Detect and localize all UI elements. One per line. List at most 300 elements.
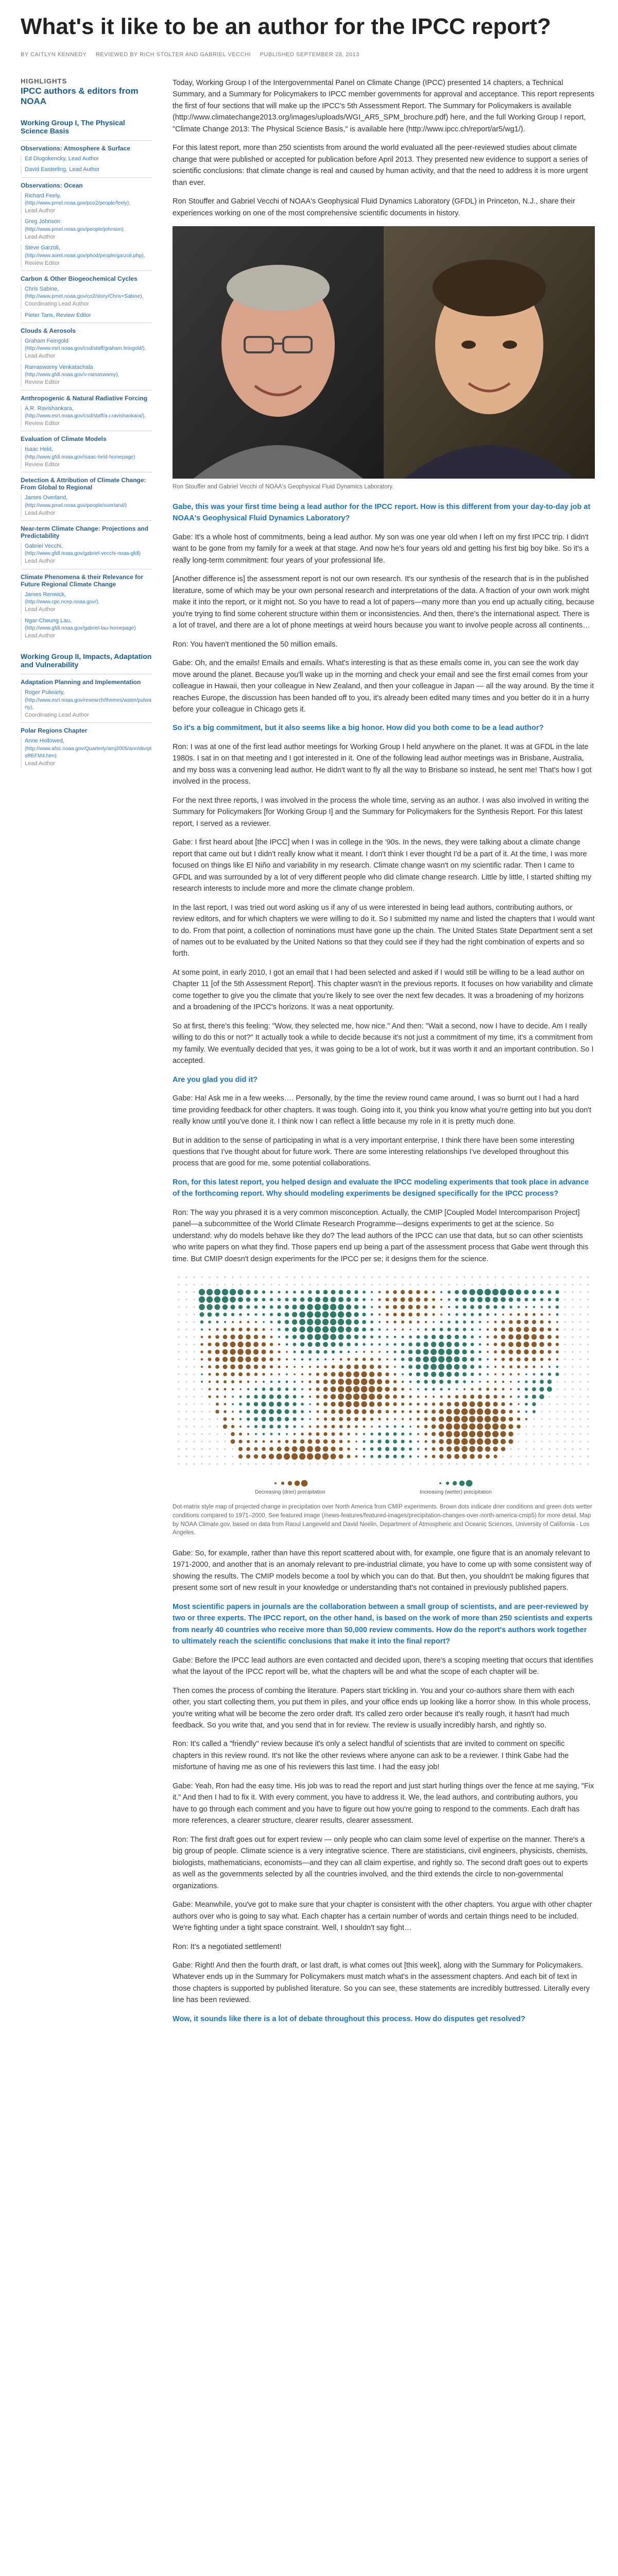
map-dry-dot [291,1453,298,1460]
map-dry-dot [461,1431,468,1437]
map-dry-dot [245,1349,251,1355]
map-dry-dot [309,1426,312,1428]
map-ocean-dot [579,1396,581,1398]
map-wet-dot [354,1327,358,1332]
map-ocean-dot [579,1307,581,1308]
map-wet-dot [431,1364,437,1370]
person-url-link[interactable]: (http://www.afsc.noaa.gov/Quarterly/amj2005/ann/divrptsREFM4.htm) [25,745,152,759]
map-dry-dot [216,1403,219,1406]
map-wet-dot [402,1426,404,1428]
map-wet-dot [330,1319,336,1325]
map-dry-dot [230,1342,236,1347]
map-ocean-dot [340,1277,341,1278]
map-wet-dot [237,1290,243,1295]
map-dry-dot [208,1358,212,1361]
map-wet-dot [322,1312,329,1318]
person-name-link[interactable]: Graham Feingold [25,338,68,345]
map-ocean-dot [564,1396,565,1398]
map-ocean-dot [572,1292,573,1293]
person-name-link[interactable]: Gabriel Vecchi, [25,543,63,549]
map-ocean-dot [301,1277,303,1278]
map-dry-dot [409,1410,412,1413]
person-name-link[interactable]: Roger Pulwarty, [25,689,65,696]
map-dry-dot [307,1453,313,1460]
map-dry-dot [294,1366,296,1368]
map-legend-dry: Decreasing (drier) precipitation [255,1489,325,1496]
map-dry-dot [355,1358,358,1361]
map-ocean-dot [479,1463,480,1465]
map-wet-dot [440,1328,443,1331]
map-dry-dot [540,1358,543,1361]
map-wet-dot [278,1328,281,1331]
map-dry-dot [556,1358,558,1360]
map-dry-dot [408,1305,413,1310]
map-dry-dot [393,1373,396,1376]
map-wet-dot [401,1350,405,1354]
map-dry-dot [246,1372,250,1376]
map-ocean-dot [510,1277,511,1278]
sidebar-person [21,166,152,174]
map-ocean-dot [587,1351,589,1353]
map-dry-dot [461,1438,468,1445]
sidebar-highlights [21,77,152,780]
map-ocean-dot [185,1463,187,1465]
map-dry-dot [509,1365,512,1368]
article-body [173,77,595,2032]
person-name-link[interactable]: Richard Feely, [25,192,61,199]
map-ocean-dot [456,1284,457,1285]
map-dry-dot [331,1372,335,1377]
map-ocean-dot [193,1366,195,1368]
map-ocean-dot [255,1284,256,1285]
map-dry-dot [540,1327,544,1332]
map-wet-dot [424,1328,427,1331]
map-ocean-dot [533,1441,535,1443]
map-dry-dot [541,1366,543,1368]
map-wet-dot [377,1447,382,1451]
person-name-link[interactable]: Ngar-Cheung Lau, [25,617,72,624]
person-name-link[interactable]: Isaac Held, [25,446,54,453]
map-ocean-dot [572,1418,573,1420]
person-name-link[interactable]: Chris Sabine, [25,285,59,292]
map-wet-dot [371,1291,373,1293]
map-ocean-dot [564,1426,565,1428]
map-dry-dot [379,1351,381,1353]
map-wet-dot [393,1447,397,1451]
map-dry-dot [386,1418,388,1420]
map-ocean-dot [201,1441,202,1443]
person-url-link[interactable]: (http://www.pmel.noaa.gov/co2/story/Chris+Sabine), [25,294,144,300]
map-wet-dot [448,1320,450,1323]
map-ocean-dot [193,1448,195,1450]
map-wet-dot [254,1395,258,1398]
map-wet-dot [346,1319,352,1325]
map-dry-dot [394,1366,396,1368]
person-url-link[interactable]: (http://www.pmel.noaa.gov/people/overland/) [25,502,127,509]
map-wet-dot [409,1440,412,1443]
map-wet-dot [269,1425,273,1429]
map-wet-dot [401,1455,404,1458]
map-wet-dot [362,1328,366,1332]
person-url-link[interactable]: (http://www.esrl.noaa.gov/research/themes/water/pulwarty), [25,697,151,710]
map-ocean-dot [348,1284,349,1285]
map-dry-dot [339,1417,343,1421]
map-ocean-dot [386,1284,388,1285]
map-dry-dot [454,1438,460,1445]
person-role: Lead Author [25,353,56,360]
map-dry-dot [346,1371,351,1377]
map-dry-dot [393,1395,397,1399]
interview-answer: Ron: You haven't mentioned the 50 million emails. [173,640,338,649]
map-dry-dot [432,1425,436,1429]
map-wet-dot [322,1334,329,1340]
map-dry-dot [516,1342,522,1347]
map-dry-dot [439,1424,444,1430]
map-dry-dot [316,1373,319,1376]
map-dry-dot [447,1454,451,1459]
map-wet-dot [293,1298,297,1302]
map-ocean-dot [556,1411,558,1413]
map-dry-dot [231,1328,235,1331]
map-dry-dot [377,1379,382,1384]
map-wet-dot [440,1321,443,1324]
map-wet-dot [323,1342,328,1347]
map-ocean-dot [340,1463,341,1465]
sidebar-section-title: Adaptation Planning and Implementation [21,674,152,686]
map-ocean-dot [579,1321,581,1323]
map-ocean-dot [579,1359,581,1360]
map-wet-dot [539,1387,544,1392]
map-wet-dot [332,1350,335,1353]
map-dry-dot [477,1401,483,1407]
map-wet-dot [438,1357,444,1363]
map-ocean-dot [533,1448,535,1450]
map-ocean-dot [224,1284,226,1285]
legend-swatch-dot [466,1480,473,1487]
map-dry-dot [254,1454,259,1459]
map-dry-dot [508,1432,513,1437]
map-ocean-dot [572,1374,573,1375]
map-wet-dot [285,1402,289,1406]
map-wet-dot [363,1440,365,1443]
person-name-link[interactable]: Ed Dlugokencky, Lead Author [25,155,99,162]
person-url-link[interactable]: (http://www.cpc.ncep.noaa.gov/), [25,599,100,605]
map-ocean-dot [448,1277,450,1278]
map-wet-dot [454,1372,459,1377]
map-dry-dot [494,1321,497,1324]
map-ocean-dot [332,1277,334,1278]
map-dry-dot [377,1410,382,1414]
map-ocean-dot [209,1441,210,1443]
map-wet-dot [416,1357,421,1362]
map-ocean-dot [209,1426,210,1428]
map-dry-dot [477,1416,483,1422]
map-wet-dot [516,1290,521,1295]
map-dry-dot [532,1358,536,1361]
legend-swatch-dot [439,1482,441,1484]
person-url-link[interactable]: (http://www.esrl.noaa.gov/csd/staff/a.r.ravishankara/), [25,413,146,419]
map-ocean-dot [185,1344,187,1345]
map-dry-dot [316,1411,319,1413]
person-name-link[interactable]: A.R. Ravishankara, [25,405,74,412]
map-wet-dot [301,1350,304,1353]
map-dry-dot [332,1425,335,1429]
map-ocean-dot [209,1433,210,1435]
map-wet-dot [331,1290,336,1295]
interview-question: Ron, for this latest report, you helped design and evaluate the IPCC modeling experiments that took place in advance of the forthcoming report. Why should modeling experiments be designed specifically for the IPCC process? [173,1178,589,1198]
person-name-link[interactable]: Ramaswamy Venkatachala [25,364,93,370]
map-dry-dot [401,1297,405,1302]
person-role: Lead Author [25,558,56,565]
map-dry-dot [278,1350,280,1353]
map-dry-dot [493,1395,497,1399]
map-wet-dot [346,1334,351,1340]
map-wet-dot [339,1290,344,1295]
map-wet-dot [322,1319,329,1325]
person-name-link[interactable]: Pieter Tans, Review Editor [25,312,91,318]
map-dry-dot [416,1297,421,1302]
map-ocean-dot [278,1463,280,1465]
map-wet-dot [525,1306,527,1308]
map-ocean-dot [587,1374,589,1375]
map-dry-dot [294,1433,296,1435]
map-dry-dot [501,1447,506,1451]
map-ocean-dot [193,1277,195,1278]
map-wet-dot [540,1290,544,1294]
map-dry-dot [402,1381,404,1383]
map-wet-dot [277,1417,282,1421]
interview-answer: At some point, in early 2010, I got an email that I had been selected and asked if I would still be willing to be a lead author on Chapter 11 [of the 5th Assessment Report]. This chapter wasn't in the previous reports. It focuses on how variability and climate come together to give you the climate that you're likely to see over the next few decades. It was a broadening of my horizons and a broadening of the IPCC's horizons. It was a neat opportunity. [173,968,593,1012]
person-name-link[interactable]: Greg Johnson [25,218,61,225]
byline [21,52,597,58]
person-url-link[interactable]: (http://www.pmel.noaa.gov/pco2/people/feely), [25,200,131,206]
map-ocean-dot [564,1329,565,1330]
map-wet-dot [200,1320,203,1324]
map-dry-dot [439,1439,444,1444]
map-wet-dot [423,1349,428,1355]
map-dry-dot [370,1410,374,1414]
map-wet-dot [454,1364,460,1370]
map-wet-dot [462,1349,467,1354]
map-wet-dot [540,1373,543,1376]
map-dry-dot [338,1401,344,1407]
person-url-link[interactable]: (http://www.gfdl.noaa.gov/isaac-held-homepage) [25,454,135,460]
map-ocean-dot [579,1329,581,1330]
map-wet-dot [533,1298,536,1301]
map-dry-dot [487,1351,489,1353]
map-ocean-dot [232,1463,233,1465]
map-ocean-dot [263,1284,264,1285]
map-ocean-dot [178,1284,179,1285]
map-ocean-dot [185,1321,187,1323]
map-ocean-dot [564,1359,565,1360]
person-role: Lead Author [25,233,56,240]
map-dry-dot [371,1426,373,1428]
map-dry-dot [301,1366,303,1368]
map-dry-dot [285,1440,289,1444]
byline-published: PUBLISHED SEPTEMBER 28, 2013 [260,52,359,58]
map-wet-dot [286,1374,288,1376]
person-name-link[interactable]: James Renwick, [25,591,66,598]
map-dry-dot [502,1388,505,1391]
map-dry-dot [386,1313,389,1316]
map-dry-dot [339,1440,343,1444]
map-dry-dot [424,1433,427,1436]
map-dry-dot [246,1342,251,1347]
map-dry-dot [238,1328,242,1331]
map-wet-dot [316,1290,320,1294]
map-dry-dot [432,1439,435,1443]
map-dry-dot [361,1401,367,1407]
map-wet-dot [285,1320,289,1325]
legend-swatch-dot [301,1480,308,1487]
map-wet-dot [294,1381,296,1383]
map-wet-dot [555,1298,559,1301]
sidebar-person [21,737,152,768]
map-wet-dot [199,1289,205,1295]
map-ocean-dot [548,1463,550,1465]
legend-swatch-dot [295,1481,300,1486]
map-dry-dot [525,1313,528,1316]
person-role: Review Editor [25,260,60,266]
author-photo [173,226,595,479]
map-dry-dot [447,1409,452,1415]
map-wet-dot [262,1395,266,1399]
map-dry-dot [432,1402,436,1406]
map-ocean-dot [564,1403,565,1405]
map-dry-dot [369,1401,375,1407]
map-dry-dot [247,1321,250,1324]
map-ocean-dot [564,1388,565,1390]
map-wet-dot [409,1381,412,1383]
map-wet-dot [299,1319,305,1325]
map-dry-dot [502,1366,504,1368]
person-url-link[interactable]: (http://www.gfdl.noaa.gov/v-ramaswamy), [25,372,119,378]
map-ocean-dot [494,1463,496,1465]
map-dry-dot [247,1433,249,1435]
map-wet-dot [455,1313,458,1316]
map-wet-dot [548,1306,551,1309]
person-name-link[interactable]: James Overland, [25,495,68,501]
map-ocean-dot [209,1463,210,1465]
map-wet-dot [239,1403,242,1406]
map-dry-dot [200,1351,203,1353]
map-dry-dot [338,1454,343,1459]
map-dry-dot [439,1447,444,1451]
map-ocean-dot [579,1284,581,1285]
map-wet-dot [201,1374,203,1376]
map-wet-dot [393,1432,397,1436]
map-dry-dot [492,1409,498,1415]
person-url-link[interactable]: (http://www.gfdl.noaa.gov/gabriel-vecchi-noaa-gfdl) [25,551,141,557]
map-ocean-dot [309,1463,311,1465]
map-wet-dot [338,1327,344,1333]
map-dry-dot [509,1358,512,1361]
map-ocean-dot [572,1284,573,1285]
map-ocean-dot [185,1403,187,1405]
map-legend [255,1480,492,1495]
map-wet-dot [455,1306,458,1309]
person-role: Review Editor [25,379,60,386]
map-dry-dot [439,1416,444,1421]
map-dry-dot [492,1423,499,1430]
map-wet-dot [532,1290,536,1294]
map-wet-dot [370,1433,373,1435]
map-ocean-dot [332,1284,334,1285]
map-dry-dot [439,1402,443,1406]
map-wet-dot [462,1335,466,1339]
map-wet-dot [446,1349,452,1355]
map-ocean-dot [371,1284,372,1285]
map-ocean-dot [178,1329,179,1330]
map-dry-dot [270,1343,273,1346]
map-wet-dot [354,1298,358,1302]
map-dry-dot [363,1351,365,1353]
map-ocean-dot [178,1381,179,1383]
map-ocean-dot [556,1456,558,1458]
map-wet-dot [386,1336,389,1338]
person-name-link[interactable]: David Easterling, Lead Author [25,166,100,173]
map-wet-dot [285,1298,289,1301]
map-dry-dot [487,1321,489,1323]
map-dry-dot [222,1342,228,1347]
map-dry-dot [385,1387,389,1392]
map-wet-dot [462,1372,467,1377]
map-ocean-dot [572,1366,573,1368]
map-dry-dot [361,1371,367,1377]
map-ocean-dot [494,1277,496,1278]
map-dry-dot [508,1424,513,1429]
map-wet-dot [207,1289,213,1295]
map-dry-dot [393,1298,397,1302]
map-dry-dot [201,1358,203,1361]
person-url-link[interactable]: (http://www.pmel.noaa.gov/people/johnson), [25,226,125,232]
map-wet-dot [301,1403,304,1406]
map-ocean-dot [417,1277,419,1278]
map-dry-dot [531,1327,537,1332]
person-name-link[interactable]: Steve Garzoli, [25,245,61,251]
map-dry-dot [269,1447,273,1451]
map-ocean-dot [564,1366,565,1368]
person-url-link[interactable]: (http://www.esrl.noaa.gov/csd/staff/graham.feingold/), [25,346,146,352]
map-dry-dot [355,1433,357,1435]
map-dry-dot [216,1328,218,1331]
map-wet-dot [455,1380,459,1384]
legend-swatch-dot [446,1482,449,1485]
person-url-link[interactable]: (http://www.aoml.noaa.gov/phod/people/garzoli.php), [25,252,145,259]
map-ocean-dot [270,1284,272,1285]
map-dry-dot [215,1335,219,1339]
map-wet-dot [293,1426,296,1428]
map-dry-dot [308,1439,313,1444]
map-dry-dot [308,1373,311,1376]
map-dry-dot [362,1365,366,1369]
map-wet-dot [300,1297,305,1302]
person-url-link[interactable]: (http://www.gfdl.noaa.gov/gabriel-lau-homepage) [25,625,136,631]
map-dry-dot [278,1440,281,1443]
person-name-link[interactable]: Anne Hollowed, [25,738,65,744]
map-wet-dot [239,1418,242,1420]
map-ocean-dot [425,1284,426,1285]
map-ocean-dot [193,1403,195,1405]
map-ocean-dot [394,1284,396,1285]
map-wet-dot [270,1313,273,1316]
map-dry-dot [509,1320,512,1324]
map-dry-dot [432,1313,435,1316]
precipitation-map-figure [173,1272,595,1499]
map-dry-dot [469,1416,475,1422]
map-wet-dot [438,1349,444,1355]
